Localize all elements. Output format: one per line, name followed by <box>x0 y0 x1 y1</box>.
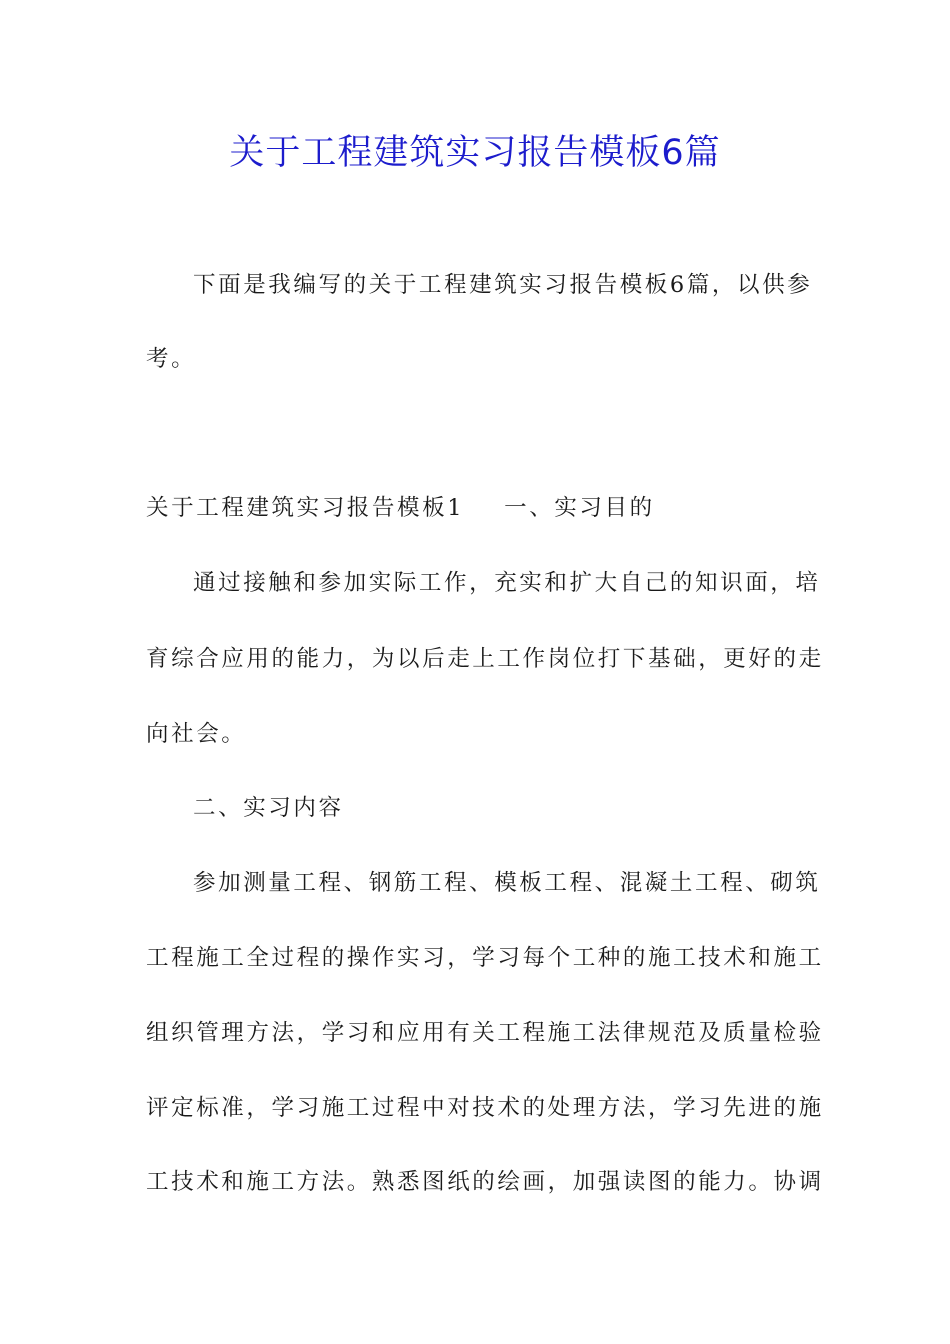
document-title: 关于工程建筑实习报告模板6篇 <box>229 133 721 173</box>
paragraph-line: 育综合应用的能力，为以后走上工作岗位打下基础，更好的走 <box>146 646 824 672</box>
paragraph-line: 工技术和施工方法。熟悉图纸的绘画，加强读图的能力。协调 <box>146 1169 824 1195</box>
paragraph-line: 通过接触和参加实际工作，充实和扩大自己的知识面，培 <box>193 570 821 596</box>
section-heading: 关于工程建筑实习报告模板1 <box>146 495 465 521</box>
section-heading-row <box>146 491 816 525</box>
subheading-purpose: 一、实习目的 <box>504 495 655 521</box>
paragraph-line: 向社会。 <box>146 721 247 747</box>
intro-line-2: 考。 <box>146 346 197 372</box>
paragraph-line: 参加测量工程、钢筋工程、模板工程、混凝土工程、砌筑 <box>193 870 821 896</box>
paragraph-line: 组织管理方法，学习和应用有关工程施工法律规范及质量检验 <box>146 1020 824 1046</box>
paragraph-line: 工程施工全过程的操作实习，学习每个工种的施工技术和施工 <box>146 945 824 971</box>
paragraph-line: 评定标准，学习施工过程中对技术的处理方法，学习先进的施 <box>146 1095 824 1121</box>
subheading-content: 二、实习内容 <box>193 795 344 821</box>
intro-line-1: 下面是我编写的关于工程建筑实习报告模板6篇，以供参 <box>193 272 813 298</box>
